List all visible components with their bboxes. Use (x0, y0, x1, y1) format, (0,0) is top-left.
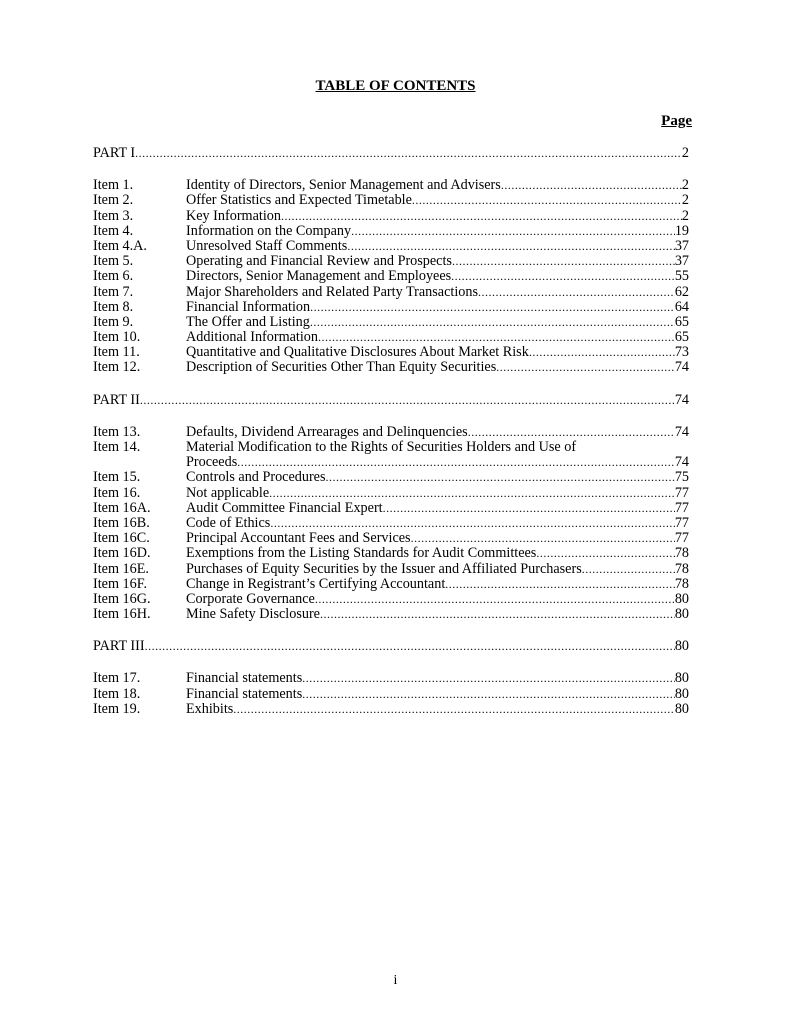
toc-item-row[interactable] (93, 577, 689, 592)
toc-item-row[interactable] (93, 486, 689, 501)
item-page-number: 78 (674, 545, 689, 562)
toc-item-row[interactable] (93, 440, 689, 455)
item-label: Exemptions from the Listing Standards for Audit Committees (186, 545, 537, 562)
item-page-number: 65 (674, 329, 689, 346)
page-column-header: Page (661, 113, 692, 129)
item-page-number: 64 (674, 298, 689, 315)
dot-leader (411, 531, 675, 546)
toc-item-row[interactable] (93, 345, 689, 360)
toc-item-row[interactable] (93, 702, 689, 717)
item-page-number: 80 (674, 700, 689, 717)
dot-leader (310, 315, 675, 330)
item-label: Financial Information (186, 298, 311, 315)
item-label: Key Information (186, 207, 281, 224)
toc-item-row[interactable] (93, 546, 689, 561)
dot-leader (347, 239, 675, 254)
dot-leader (582, 562, 675, 577)
toc-title-text: TABLE OF CONTENTS (315, 78, 476, 94)
item-label: Offer Statistics and Expected Timetable (186, 192, 412, 209)
item-label: Corporate Governance (186, 590, 315, 607)
dot-leader (501, 178, 682, 193)
dot-leader (383, 501, 675, 516)
toc-item-row[interactable] (93, 687, 689, 702)
item-number: Item 16B. (93, 514, 150, 531)
part-label: PART III (93, 638, 145, 655)
item-page-number: 2 (681, 207, 689, 224)
toc-part-row[interactable] (93, 393, 689, 408)
item-label: Audit Committee Financial Expert (186, 499, 383, 516)
item-page-number: 77 (674, 514, 689, 531)
item-label: Financial statements (186, 685, 303, 702)
part-page-number: 74 (674, 391, 689, 408)
dot-leader (315, 592, 675, 607)
toc-item-row[interactable] (93, 607, 689, 622)
item-number: Item 11. (93, 344, 140, 361)
toc-item-row[interactable] (93, 360, 689, 375)
part-page-number: 2 (681, 145, 689, 161)
item-number: Item 16E. (93, 560, 149, 577)
item-number: Item 16. (93, 484, 141, 501)
toc-title (0, 78, 791, 95)
part-label: PART I (93, 145, 136, 161)
toc-item-row[interactable] (93, 254, 689, 269)
dot-leader (445, 577, 675, 592)
toc-item-row[interactable] (93, 562, 689, 577)
item-label: Unresolved Staff Comments (186, 237, 348, 254)
item-label: Principal Accountant Fees and Services (186, 530, 411, 547)
toc-item-row[interactable] (93, 470, 689, 485)
item-page-number: 77 (674, 530, 689, 547)
item-number: Item 16G. (93, 590, 151, 607)
item-number: Item 8. (93, 298, 134, 315)
item-label: Additional Information (186, 329, 318, 346)
toc-item-row[interactable] (93, 239, 689, 254)
item-number: Item 15. (93, 469, 141, 486)
toc-item-row[interactable] (93, 178, 689, 193)
item-number: Item 5. (93, 253, 134, 270)
item-label-continuation: Proceeds (186, 454, 238, 471)
item-label: Information on the Company (186, 222, 352, 239)
item-page-number: 2 (681, 192, 689, 209)
dot-leader (140, 393, 675, 408)
item-page-number: 77 (674, 499, 689, 516)
dot-leader (135, 146, 682, 161)
item-page-number: 78 (674, 560, 689, 577)
item-page-number: 37 (674, 237, 689, 254)
item-label: Controls and Procedures (186, 469, 326, 486)
item-page-number: 62 (674, 283, 689, 300)
item-number: Item 13. (93, 423, 141, 440)
dot-leader (310, 300, 675, 315)
dot-leader (452, 254, 675, 269)
toc-item-row[interactable] (93, 300, 689, 315)
item-label: Description of Securities Other Than Equity Securities (186, 359, 497, 376)
dot-leader (237, 455, 675, 470)
item-page-number: 2 (681, 177, 689, 194)
item-label: Defaults, Dividend Arrearages and Delinquencies (186, 423, 468, 440)
item-number: Item 16H. (93, 606, 151, 623)
item-page-number: 73 (674, 344, 689, 361)
item-label: Exhibits (186, 700, 234, 717)
item-page-number: 37 (674, 253, 689, 270)
item-label: Major Shareholders and Related Party Transactions (186, 283, 478, 300)
toc-item-row[interactable] (93, 209, 689, 224)
item-page-number: 80 (674, 590, 689, 607)
item-number: Item 16C. (93, 530, 150, 547)
item-label: Purchases of Equity Securities by the Issuer and Affiliated Purchasers (186, 560, 582, 577)
part-page-number: 80 (674, 638, 689, 655)
item-number: Item 14. (93, 439, 141, 455)
dot-leader (529, 345, 675, 360)
dot-leader (302, 687, 675, 702)
item-page-number: 74 (674, 423, 689, 440)
dot-leader (318, 330, 675, 345)
item-number: Item 3. (93, 207, 134, 224)
dot-leader (233, 702, 675, 717)
toc-part-row[interactable] (93, 639, 689, 654)
toc-item-row-continuation[interactable] (93, 455, 689, 470)
item-page-number: 19 (674, 222, 689, 239)
toc-item-row[interactable] (93, 592, 689, 607)
dot-leader (281, 209, 682, 224)
item-number: Item 16D. (93, 545, 151, 562)
dot-leader (496, 360, 675, 375)
item-page-number: 80 (674, 606, 689, 623)
dot-leader (145, 639, 675, 654)
item-number: Item 19. (93, 700, 141, 717)
item-label: Mine Safety Disclosure (186, 606, 320, 623)
item-number: Item 12. (93, 359, 141, 376)
toc-item-row[interactable] (93, 425, 689, 440)
toc-item-row[interactable] (93, 193, 689, 208)
item-number: Item 2. (93, 192, 134, 209)
dot-leader (302, 671, 675, 686)
item-page-number: 55 (674, 268, 689, 285)
item-number: Item 1. (93, 177, 134, 194)
item-page-number: 74 (674, 359, 689, 376)
toc-item-row[interactable] (93, 285, 689, 300)
item-label: Not applicable (186, 484, 270, 501)
item-number: Item 4. (93, 222, 134, 239)
page-number-footer: i (393, 973, 398, 988)
item-page-number: 80 (674, 670, 689, 687)
item-label: Financial statements (186, 670, 303, 687)
item-label: Material Modification to the Rights of Securities Holders and Use of (186, 439, 577, 455)
item-number: Item 16A. (93, 499, 151, 516)
dot-leader (478, 285, 675, 300)
item-page-number: 75 (674, 469, 689, 486)
item-page-number: 80 (674, 685, 689, 702)
dot-leader (536, 546, 674, 561)
toc-item-row[interactable] (93, 269, 689, 284)
item-number: Item 7. (93, 283, 134, 300)
item-label: Identity of Directors, Senior Management and Advisers (186, 177, 501, 194)
item-number: Item 9. (93, 313, 134, 330)
item-page-number: 65 (674, 313, 689, 330)
part-label: PART II (93, 391, 140, 408)
dot-leader (326, 470, 675, 485)
item-label: Quantitative and Qualitative Disclosures About Market Risk (186, 344, 529, 361)
toc-item-row[interactable] (93, 671, 689, 686)
item-number: Item 6. (93, 268, 134, 285)
item-label: The Offer and Listing (186, 313, 310, 330)
item-number: Item 4.A. (93, 237, 147, 254)
toc-item-row[interactable] (93, 501, 689, 516)
dot-leader (320, 607, 675, 622)
item-label: Code of Ethics (186, 514, 271, 531)
item-page-number: 74 (674, 454, 689, 471)
dot-leader (451, 269, 675, 284)
item-number: Item 18. (93, 685, 141, 702)
dot-leader (270, 516, 674, 531)
toc-part-row[interactable] (93, 146, 689, 161)
dot-leader (269, 486, 675, 501)
item-number: Item 17. (93, 670, 141, 687)
dot-leader (351, 224, 675, 239)
item-number: Item 10. (93, 329, 141, 346)
item-page-number: 78 (674, 575, 689, 592)
toc-item-row[interactable] (93, 516, 689, 531)
dot-leader (468, 425, 675, 440)
toc-item-row[interactable] (93, 330, 689, 345)
toc-item-row[interactable] (93, 531, 689, 546)
item-label: Directors, Senior Management and Employees (186, 268, 452, 285)
toc-item-row[interactable] (93, 315, 689, 330)
toc-item-row[interactable] (93, 224, 689, 239)
toc-list (93, 146, 689, 717)
item-label: Operating and Financial Review and Prospects (186, 253, 452, 270)
dot-leader (412, 193, 682, 208)
item-label: Change in Registrant’s Certifying Accountant (186, 575, 446, 592)
item-number: Item 16F. (93, 575, 148, 592)
item-page-number: 77 (674, 484, 689, 501)
